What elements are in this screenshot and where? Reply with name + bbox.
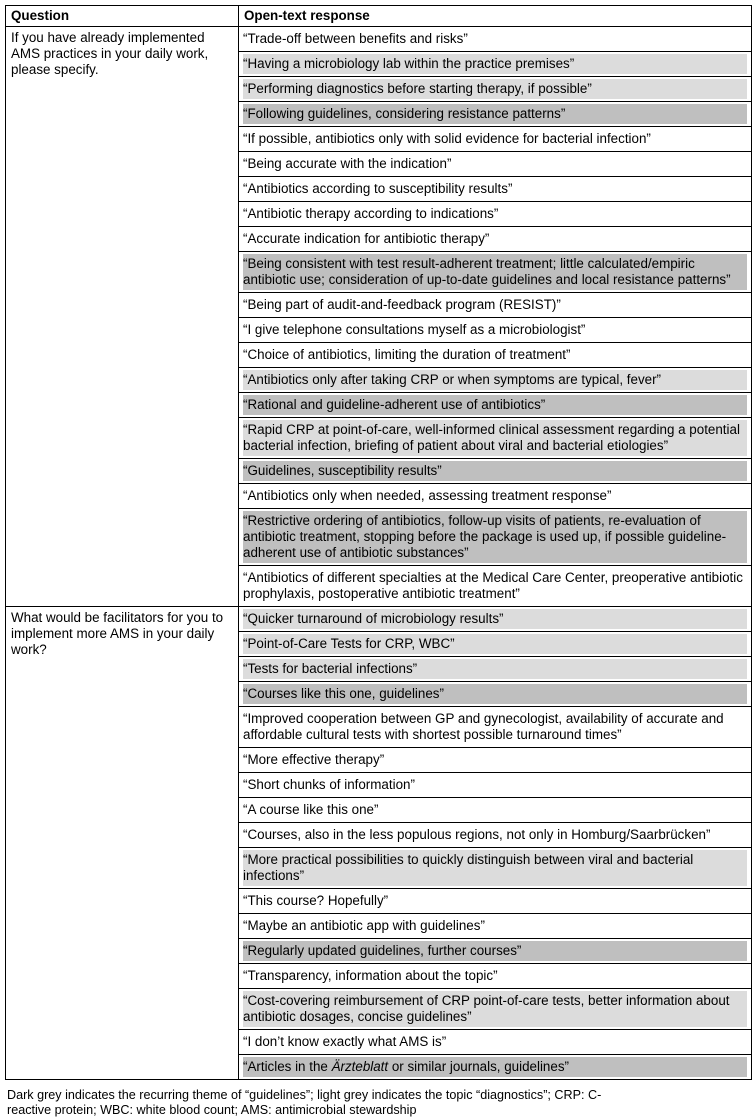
response-cell [239,566,752,607]
response-text: “If possible, antibiotics only with solid evidence for bacterial infection” [243,131,651,146]
response-text [243,1057,747,1077]
response-column-header: Open-text response [239,6,752,27]
response-cell [239,368,752,393]
response-cell [239,798,752,823]
response-text: “This course? Hopefully” [243,893,389,908]
header-row [6,6,752,27]
response-cell [239,102,752,127]
question-cell: What would be facilitators for you to implement more AMS in your daily work? [6,607,239,1080]
question-column-header: Question [6,6,239,27]
response-cell [239,293,752,318]
response-text: “Courses like this one, guidelines” [243,684,747,704]
response-text: “Point-of-Care Tests for CRP, WBC” [243,634,747,654]
response-cell [239,27,752,52]
table-container [5,5,751,1118]
response-text: “Antibiotics only after taking CRP or when symptoms are typical, fever” [243,370,747,390]
response-text: “Having a microbiology lab within the practice premises” [243,54,747,74]
response-text: “Courses, also in the less populous regions, not only in Homburg/Saarbrücken” [243,827,711,842]
response-text: “More practical possibilities to quickly distinguish between viral and bacterial infections” [243,850,747,886]
journal-name: Ärzteblatt [331,1059,389,1074]
response-text: “Restrictive ordering of antibiotics, follow-up visits of patients, re-evaluation of antibiotic treatment, stopping before the package is used up, if possible guideline-adherent use of antibiotic substances” [243,511,747,563]
response-cell [239,964,752,989]
response-cell [239,393,752,418]
response-cell [239,509,752,566]
response-text: “Transparency, information about the topic” [243,968,498,983]
response-cell [239,989,752,1030]
response-cell [239,657,752,682]
response-text: “Guidelines, susceptibility results” [243,461,747,481]
response-cell [239,707,752,748]
response-cell [239,632,752,657]
response-text-part: “Articles in the [243,1059,332,1074]
response-text: “A course like this one” [243,802,379,817]
response-cell [239,459,752,484]
response-cell [239,127,752,152]
response-text: “I give telephone consultations myself as a microbiologist” [243,322,586,337]
response-cell [239,914,752,939]
response-cell [239,177,752,202]
table-footnote: Dark grey indicates the recurring theme of “guidelines”; light grey indicates the topic “diagnostics”; CRP: C-reactive protein; WBC: white blood count; AMS: antimicrobial stewardship [7,1088,602,1117]
response-cell [239,52,752,77]
response-text: “More effective therapy” [243,752,385,767]
response-text: “Tests for bacterial infections” [243,659,747,679]
response-text: “Following guidelines, considering resistance patterns” [243,104,747,124]
response-cell [239,202,752,227]
response-cell [239,418,752,459]
response-text: “Rapid CRP at point-of-care, well-informed clinical assessment regarding a potential bacterial infection, briefing of patient about viral and bacterial etiologies” [243,420,747,456]
response-cell [239,889,752,914]
response-text: “I don’t know exactly what AMS is” [243,1034,447,1049]
response-text: “Trade-off between benefits and risks” [243,31,468,46]
response-cell [239,152,752,177]
response-cell [239,484,752,509]
response-text: “Rational and guideline-adherent use of antibiotics” [243,395,747,415]
response-cell [239,1030,752,1055]
response-cell [239,773,752,798]
response-text-part: or similar journals, guidelines” [388,1059,569,1074]
response-text: “Accurate indication for antibiotic therapy” [243,231,490,246]
response-text: “Improved cooperation between GP and gynecologist, availability of accurate and affordable cultural tests with shortest possible turnaround times” [243,711,724,742]
response-text: “Antibiotics of different specialties at the Medical Care Center, preoperative antibiotic prophylaxis, postoperative antibiotic treatment” [243,570,743,601]
response-text: “Quicker turnaround of microbiology results” [243,609,747,629]
table-body [6,27,752,1080]
response-cell [239,939,752,964]
response-text: “Maybe an antibiotic app with guidelines” [243,918,485,933]
response-cell [239,252,752,293]
response-cell [239,318,752,343]
response-text: “Being consistent with test result-adherent treatment; little calculated/empiric antibiotic use; consideration of up-to-date guidelines and local resistance patterns” [243,254,747,290]
response-text: “Antibiotics only when needed, assessing treatment response” [243,488,612,503]
response-text: “Being part of audit-and-feedback program (RESIST)” [243,297,561,312]
response-cell [239,848,752,889]
response-cell [239,682,752,707]
table-row [6,27,752,52]
response-cell [239,748,752,773]
response-cell [239,1055,752,1080]
response-cell [239,607,752,632]
response-text: “Performing diagnostics before starting therapy, if possible” [243,79,747,99]
question-cell: If you have already implemented AMS practices in your daily work, please specify. [6,27,239,607]
responses-table [5,5,752,1080]
response-text: “Antibiotics according to susceptibility results” [243,181,513,196]
response-text: “Short chunks of information” [243,777,415,792]
response-cell [239,77,752,102]
response-text: “Antibiotic therapy according to indications” [243,206,499,221]
response-text: “Choice of antibiotics, limiting the duration of treatment” [243,347,571,362]
response-text: “Regularly updated guidelines, further courses” [243,941,747,961]
response-text: “Being accurate with the indication” [243,156,452,171]
table-row [6,607,752,632]
response-cell [239,227,752,252]
response-text: “Cost-covering reimbursement of CRP point-of-care tests, better information about antibiotic dosages, concise guidelines” [243,991,747,1027]
response-cell [239,823,752,848]
response-cell [239,343,752,368]
